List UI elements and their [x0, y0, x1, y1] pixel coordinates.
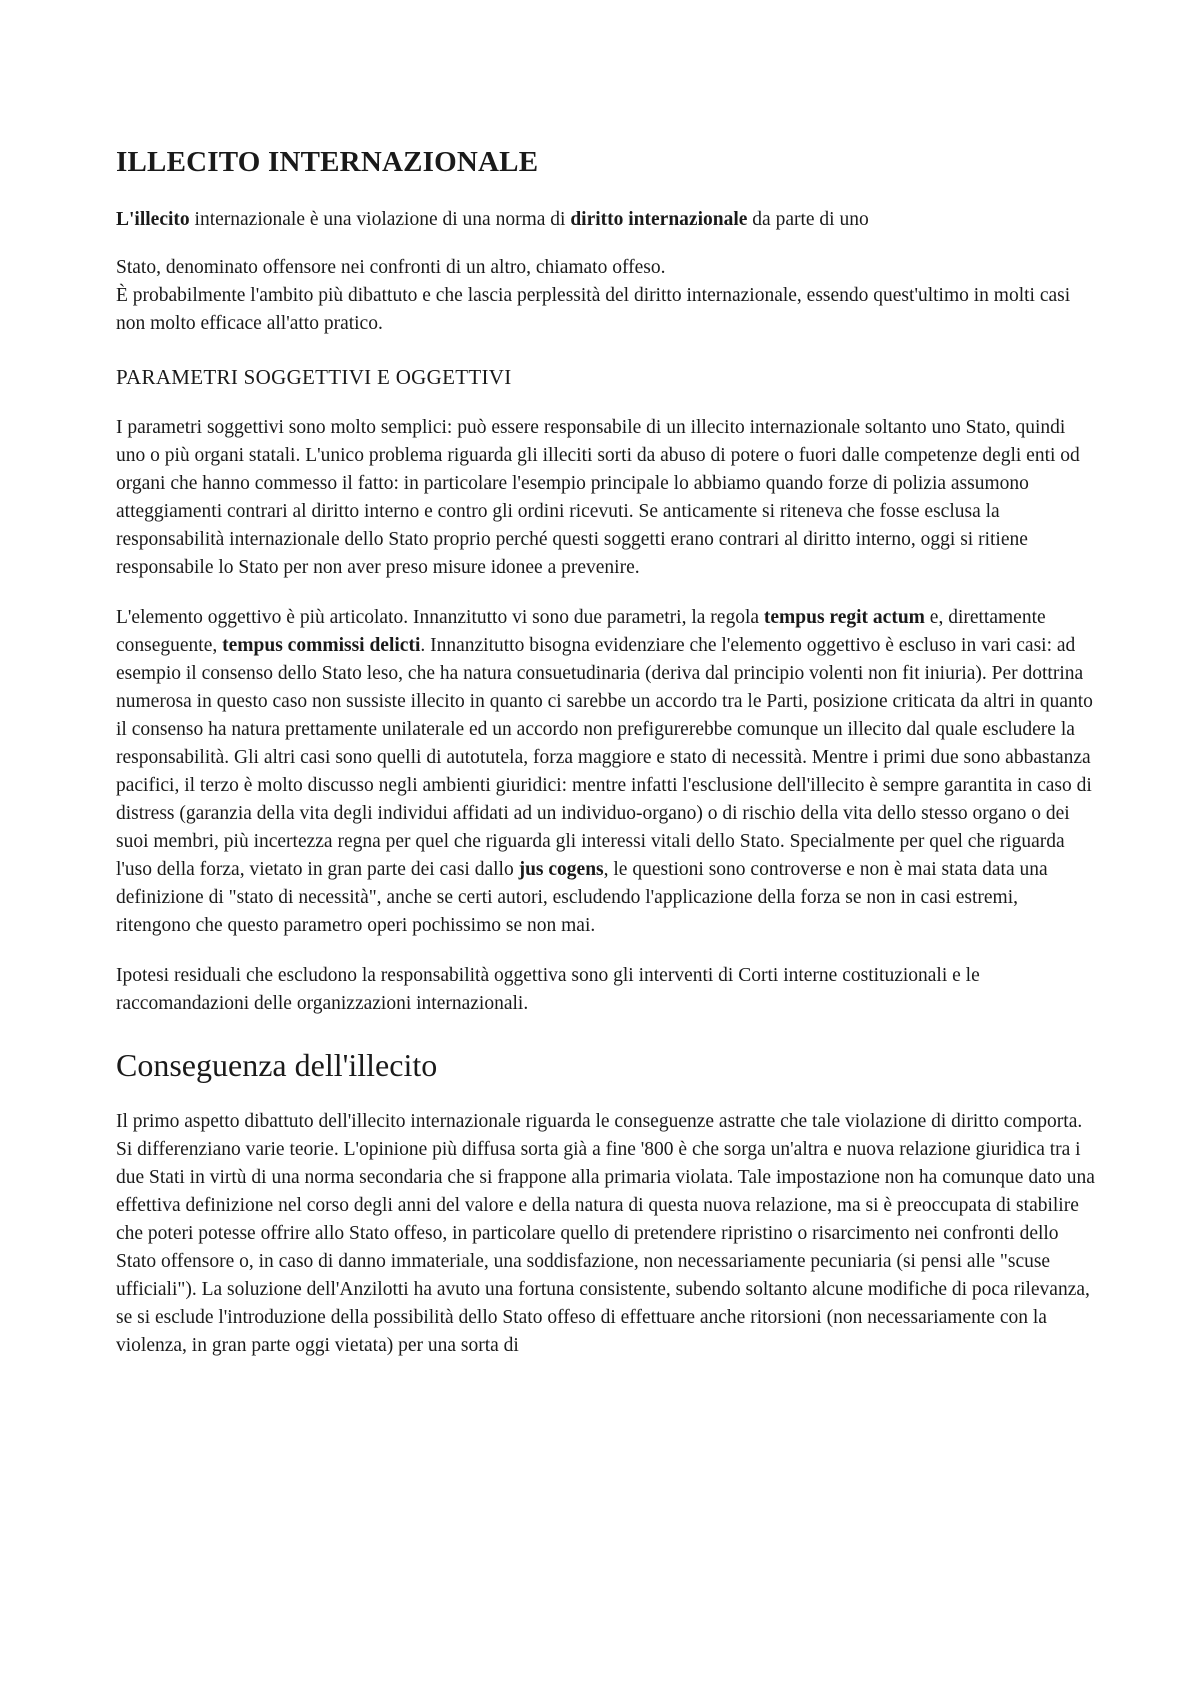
bold-term-jus-cogens: jus cogens: [518, 859, 604, 880]
section-heading-parametri: PARAMETRI SOGGETTIVI E OGGETTIVI: [116, 365, 512, 389]
bold-term-illecito: L'illecito: [116, 209, 190, 230]
intro-line-2: È probabilmente l'ambito più dibattuto e che lascia perplessità del diritto internazionale, essendo quest'ultimo in molti casi non molto efficace all'atto pratico.: [116, 285, 1071, 334]
consequence-paragraph: Il primo aspetto dibattuto dell'illecito internazionale riguarda le conseguenze astratte che tale violazione di diritto comporta. Si differenziano varie teorie. L'opinione più diffusa sorta già a fine '800 è che sorga un'altra e nuova relazione giuridica tra i due Stati in virtù di una norma secondaria che si frappone alla primaria violata. Tale impostazione non ha comunque dato una effettiva definizione nel corso degli anni del valore e della natura di questa nuova relazione, ma si è preoccupata di stabilire che poteri potesse offrire allo Stato offeso, in particolare quello di pretendere ripristino o risarcimento nei confronti dello Stato offensore o, in caso di danno immateriale, una soddisfazione, non necessariamente pecuniaria (si pensi alle "scuse ufficiali"). La soluzione dell'Anzilotti ha avuto una fortuna consistente, subendo soltanto alcune modifiche di poca rilevanza, se si esclude l'introduzione della possibilità dello Stato offeso di effettuare anche ritorsioni (non necessariamente con la violenza, in gran parte oggi vietata) per una sorta di: [116, 1111, 1095, 1356]
intro-text-2: da parte di uno: [747, 209, 869, 230]
subjective-paragraph: I parametri soggettivi sono molto semplici: può essere responsabile di un illecito internazionale soltanto uno Stato, quindi uno o più organi statali. L'unico problema riguarda gli illeciti sorti da abuso di potere o fuori dalle competenze degli enti od organi che hanno commesso il fatto: in particolare l'esempio principale lo abbiamo quando forze di polizia assumono atteggiamenti contrari al diritto interno e contro gli ordini ricevuti. Se anticamente si riteneva che fosse esclusa la responsabilità internazionale dello Stato proprio perché questi soggetti erano contrari al diritto interno, oggi si ritiene responsabile lo Stato per non aver preso misure idonee a prevenire.: [116, 417, 1080, 578]
document-title: ILLECITO INTERNAZIONALE: [116, 146, 539, 178]
bold-term-tempus-regit-actum: tempus regit actum: [763, 607, 925, 628]
bold-term-tempus-commissi-delicti: tempus commissi delicti: [222, 635, 421, 656]
section-heading-conseguenza: Conseguenza dell'illecito: [116, 1047, 438, 1083]
objective-text-3: . Innanzitutto bisogna evidenziare che l'elemento oggettivo è escluso in vari casi: ad esempio il consenso dello Stato leso, che ha natura consuetudinaria (deriva dal principio volenti non fit iniuria). Per dottrina numerosa in questo caso non sussiste illecito in quanto ci sarebbe un accordo tra le Parti, posizione criticata da altri in quanto il consenso ha natura prettamente unilaterale ed un accordo non prefigurerebbe comunque un illecito dal quale escludere la responsabilità. Gli altri casi sono quelli di autotutela, forza maggiore e stato di necessità. Mentre i primi due sono abbastanza pacifici, il terzo è molto discusso negli ambienti giuridici: mentre infatti l'esclusione dell'illecito è sempre garantita in caso di distress (garanzia della vita degli individui affidati ad un individuo-organo) o di rischio della vita dello stesso organo o dei suoi membri, più incertezza regna per quel che riguarda gli interessi vitali dello Stato. Specialmente per quel che riguarda l'uso della forza, vietato in gran parte dei casi dallo: [116, 635, 1093, 880]
intro-line-1: Stato, denominato offensore nei confronti di un altro, chiamato offeso.: [116, 257, 666, 278]
intro-paragraph-1: [116, 206, 1096, 234]
objective-text-2: e, direttamente conseguente,: [116, 607, 1046, 656]
objective-text-1: L'elemento oggettivo è più articolato. Innanzitutto vi sono due parametri, la regola: [116, 607, 764, 628]
residual-paragraph: Ipotesi residuali che escludono la responsabilità oggettiva sono gli interventi di Corti interne costituzionali e le raccomandazioni delle organizzazioni internazionali.: [116, 965, 980, 1014]
objective-paragraph: [116, 604, 1096, 940]
intro-paragraph-2: [116, 254, 1096, 338]
objective-text-4: , le questioni sono controverse e non è mai stata data una definizione di "stato di necessità", anche se certi autori, escludendo l'applicazione della forza se non in casi estremi, ritengono che questo parametro operi pochissimo se non mai.: [116, 859, 1048, 936]
intro-text-1: internazionale è una violazione di una norma di: [189, 209, 571, 230]
document-page: [116, 142, 1096, 1360]
bold-term-diritto-internazionale: diritto internazionale: [570, 209, 748, 230]
